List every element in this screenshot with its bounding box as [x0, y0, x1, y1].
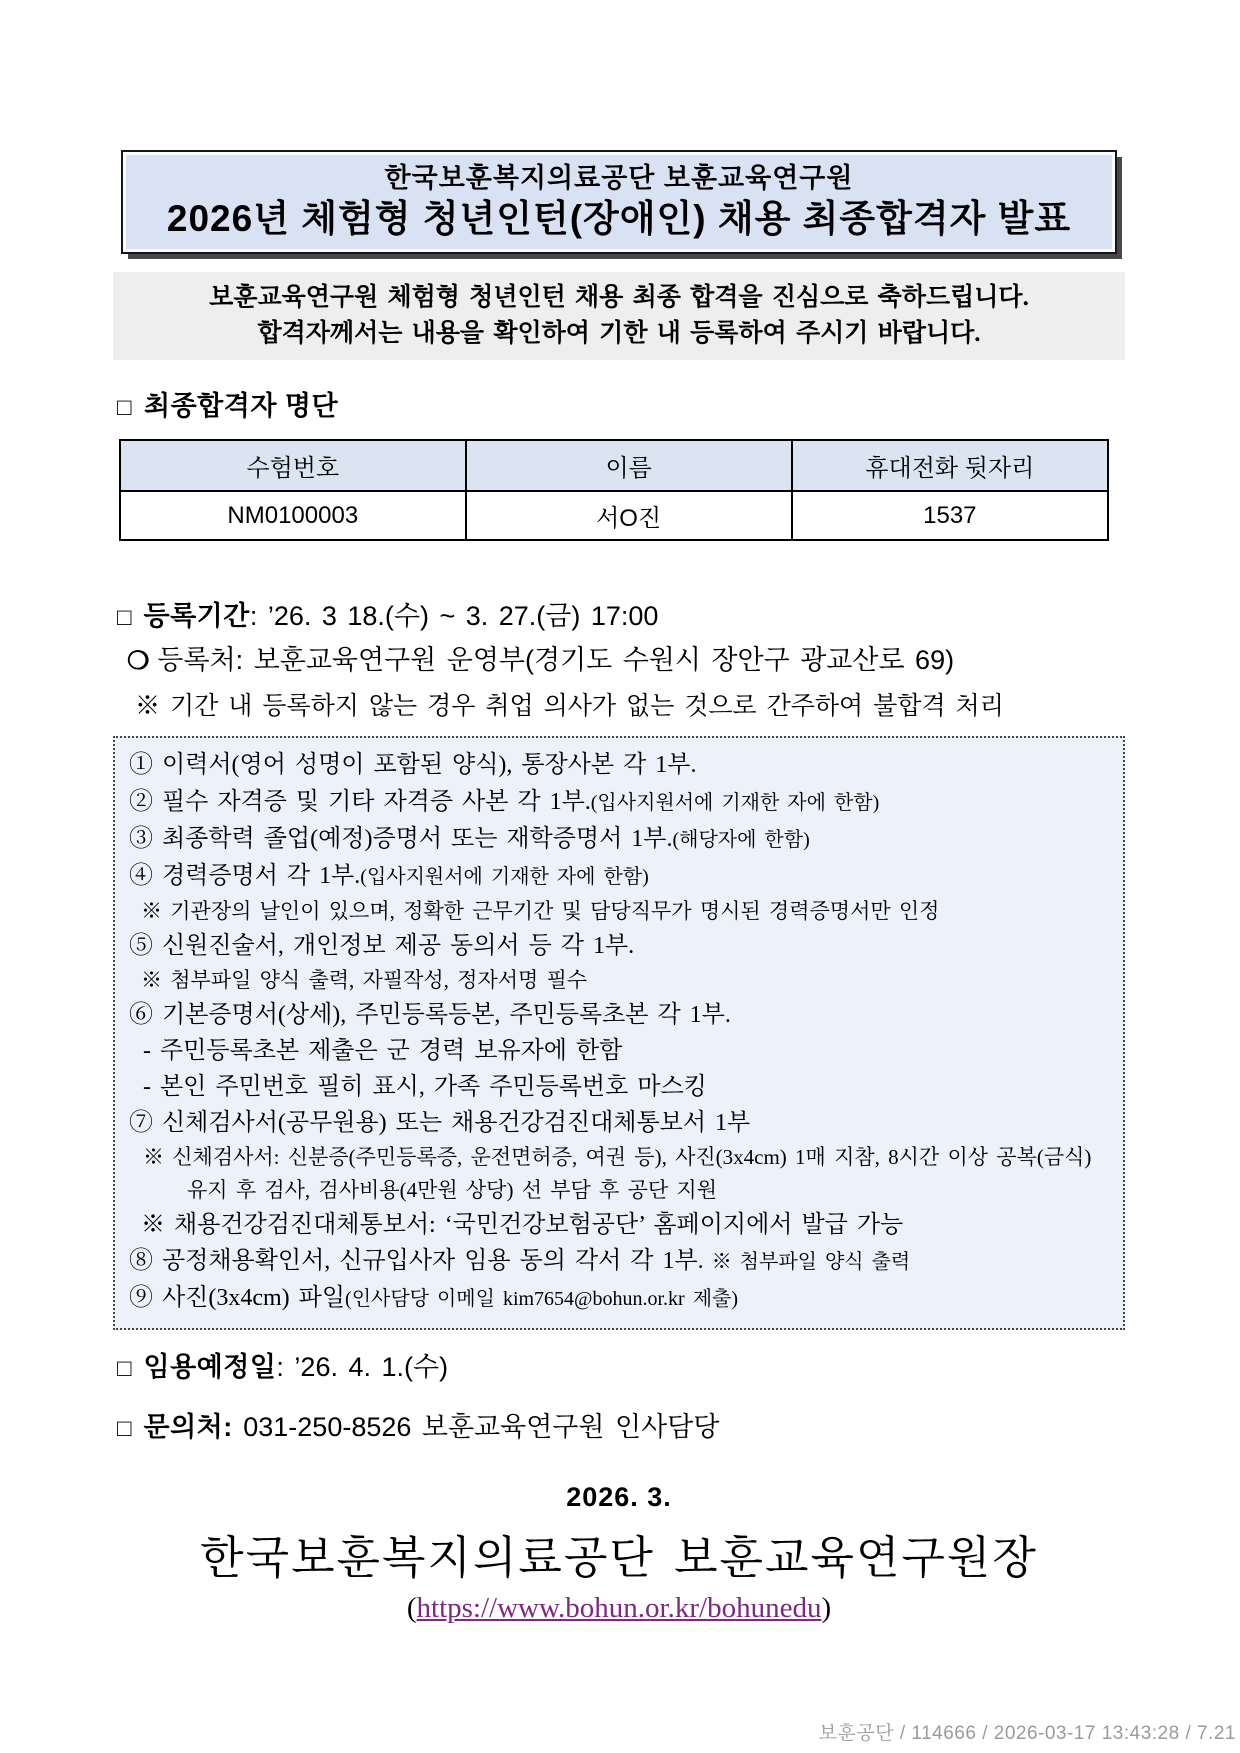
registration-note: ※ 기간 내 등록하지 않는 경우 취업 의사가 없는 것으로 간주하여 불합격 처리 — [135, 692, 1004, 720]
document-item-small-text: (입사지원서에 기재한 자에 한함) — [590, 792, 880, 814]
table-row — [120, 491, 1108, 540]
document-item-6-sub-1 — [129, 1033, 1113, 1069]
document-item-1 — [129, 747, 1113, 784]
document-item-5 — [129, 928, 1113, 964]
website-line — [113, 1592, 1125, 1625]
congrats-line-2: 합격자께서는 내용을 확인하여 기한 내 등록하여 주시기 바랍니다. — [257, 320, 981, 347]
square-bullet-icon: □ — [117, 604, 132, 631]
required-documents-box — [113, 736, 1125, 1330]
document-item-8 — [129, 1243, 1113, 1280]
document-item-text: - 본인 주민번호 필히 표시, 가족 주민등록번호 마스킹 — [143, 1074, 707, 1100]
document-item-text: ※ 채용건강검진대체통보서: ‘국민건강보험공단’ 홈페이지에서 발급 가능 — [141, 1212, 904, 1238]
congratulations-box — [113, 272, 1125, 360]
document-item-text: ⑤ 신원진술서, 개인정보 제공 동의서 등 각 1부. — [129, 933, 635, 959]
document-item-text: ⑨ 사진(3x4cm) 파일 — [129, 1285, 346, 1311]
document-item-text: ④ 경력증명서 각 1부. — [129, 863, 361, 889]
contact-label: 문의처: — [143, 1412, 233, 1442]
signer-name: 한국보훈복지의료공단 보훈교육연구원장 — [200, 1533, 1038, 1583]
appointment-date-line — [117, 1352, 1125, 1384]
paren-close: ) — [821, 1592, 832, 1624]
document-item-small-text: (입사지원서에 기재한 자에 한함) — [360, 866, 649, 888]
registration-period-value: : ’26. 3 18.(수) ~ 3. 27.(금) 17:00 — [249, 601, 659, 631]
document-item-small-text: ※ 첨부파일 양식 출력 — [703, 1251, 911, 1273]
title-box — [121, 150, 1117, 254]
document-item-6-sub-2 — [129, 1069, 1113, 1105]
document-item-text: ※ 기관장의 날인이 있으며, 정확한 근무기간 및 담당직무가 명시된 경력증명서만 인정 — [141, 899, 940, 923]
website-link[interactable]: https://www.bohun.or.kr/bohunedu — [416, 1592, 822, 1624]
square-bullet-icon: □ — [117, 1355, 132, 1382]
final-list-heading-label: 최종합격자 명단 — [144, 391, 339, 421]
square-bullet-icon: □ — [117, 394, 132, 421]
registration-period-line — [117, 601, 1125, 633]
document-item-9 — [129, 1280, 1113, 1317]
document-item-text: ※ 첨부파일 양식 출력, 자필작성, 정자서명 필수 — [141, 968, 588, 992]
column-header-phone-last-digits: 휴대전화 뒷자리 — [792, 440, 1108, 491]
registration-place-line — [127, 645, 1125, 677]
column-header-name: 이름 — [466, 440, 792, 491]
cell-name: 서O진 — [466, 491, 792, 540]
page-title: 2026년 체험형 청년인턴(장애인) 채용 최종합격자 발표 — [166, 198, 1072, 239]
final-candidates-table — [119, 439, 1109, 541]
document-item-2 — [129, 784, 1113, 821]
appointment-date-value: : ’26. 4. 1.(수) — [276, 1352, 449, 1382]
closing-date: 2026. 3. — [566, 1482, 672, 1512]
document-item-text: ② 필수 자격증 및 기타 자격증 사본 각 1부. — [129, 789, 591, 815]
document-item-4 — [129, 858, 1113, 895]
document-item-text: ① 이력서(영어 성명이 포함된 양식), 통장사본 각 1부. — [129, 752, 697, 778]
organization-name: 한국보훈복지의료공단 보훈교육연구원 — [384, 163, 854, 193]
congrats-line-1: 보훈교육연구원 체험형 청년인턴 채용 최종 합격을 진심으로 축하드립니다. — [209, 284, 1029, 311]
print-footer: 보훈공단 / 114666 / 2026-03-17 13:43:28 / 7.21 — [818, 1723, 1236, 1744]
document-item-text: ⑧ 공정채용확인서, 신규입사자 임용 동의 각서 각 1부. — [129, 1248, 704, 1274]
document-item-7 — [129, 1105, 1113, 1141]
document-item-text: ③ 최종학력 졸업(예정)증명서 또는 재학증명서 1부. — [129, 826, 673, 852]
document-item-small-text: (인사담당 이메일 kim7654@bohun.or.kr 제출) — [345, 1288, 738, 1310]
final-list-heading — [117, 384, 1125, 423]
column-header-exam-number: 수험번호 — [120, 440, 466, 491]
document-item-3 — [129, 821, 1113, 858]
registration-period-label: 등록기간 — [143, 601, 250, 631]
cell-phone-last-digits: 1537 — [792, 491, 1108, 540]
document-item-7-note-2 — [129, 1207, 1113, 1243]
document-item-7-note-1 — [129, 1141, 1113, 1207]
contact-line — [117, 1412, 1125, 1444]
document-item-small-text: (해당자에 한함) — [672, 829, 810, 851]
document-item-6 — [129, 997, 1113, 1033]
appointment-date-label: 임용예정일 — [143, 1352, 277, 1382]
square-bullet-icon: □ — [117, 1415, 132, 1442]
contact-value: 031-250-8526 보훈교육연구원 인사담당 — [232, 1412, 720, 1442]
paren-open: ( — [406, 1592, 417, 1624]
cell-exam-number: NM0100003 — [120, 491, 466, 540]
table-header-row — [120, 440, 1108, 491]
document-item-text: ⑥ 기본증명서(상세), 주민등록등본, 주민등록초본 각 1부. — [129, 1002, 731, 1028]
document-item-text: ⑦ 신체검사서(공무원용) 또는 채용건강검진대체통보서 1부 — [129, 1110, 751, 1136]
document-item-text: - 주민등록초본 제출은 군 경력 보유자에 한함 — [143, 1038, 623, 1064]
circle-bullet-icon: ❍ — [127, 647, 150, 675]
document-item-4-note — [129, 895, 1113, 928]
document-item-5-note — [129, 964, 1113, 997]
registration-place-text: 등록처: 보훈교육연구원 운영부(경기도 수원시 장안구 광교산로 69) — [157, 645, 955, 675]
document-item-text: ※ 신체검사서: 신분증(주민등록증, 운전면허증, 여권 등), 사진(3x4cm) 1매 지참, 8시간 이상 공복(금식) 유지 후 검사, 검사비용(4만원 상당) 선 부담 후 공단 지원 — [143, 1145, 1092, 1202]
